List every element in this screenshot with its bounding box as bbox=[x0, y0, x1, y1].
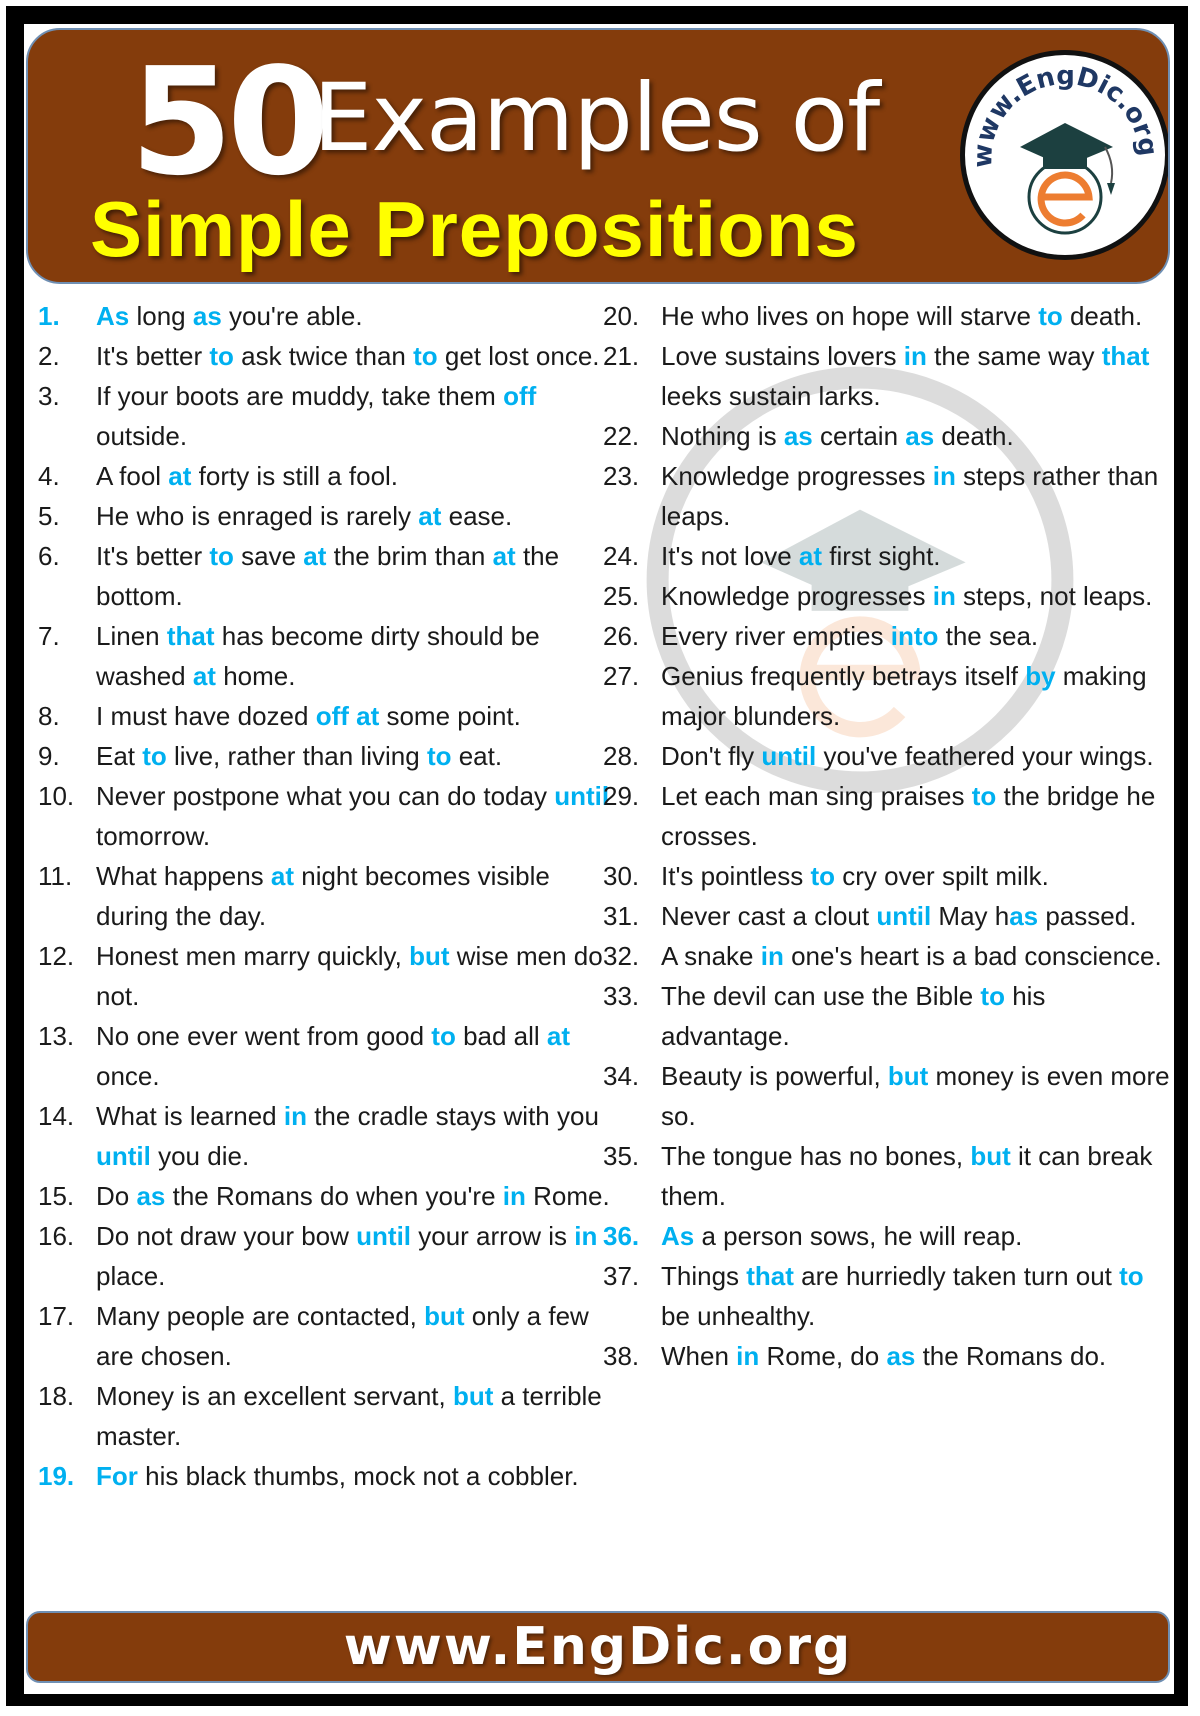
preposition-highlight: as bbox=[192, 301, 222, 331]
example-item bbox=[38, 296, 613, 336]
preposition-highlight: to bbox=[209, 341, 234, 371]
preposition-highlight: until bbox=[876, 901, 932, 931]
sentence-text: Do bbox=[96, 1181, 137, 1211]
example-item bbox=[603, 416, 1173, 456]
example-item bbox=[603, 1336, 1173, 1376]
sentence-text: Money is an excellent servant, bbox=[96, 1381, 453, 1411]
sentence-text: wise men do not. bbox=[96, 941, 603, 1011]
sentence-text: Rome. bbox=[525, 1181, 610, 1211]
example-number: 23. bbox=[603, 461, 640, 491]
example-item bbox=[603, 336, 1173, 416]
example-sentence bbox=[661, 1056, 1173, 1136]
example-sentence bbox=[96, 1456, 613, 1496]
preposition-highlight: off bbox=[315, 701, 349, 731]
preposition-highlight: to bbox=[413, 341, 438, 371]
example-number: 31. bbox=[603, 901, 640, 931]
example-sentence bbox=[661, 896, 1173, 936]
example-number: 15. bbox=[38, 1181, 75, 1211]
preposition-highlight: to bbox=[810, 861, 836, 891]
preposition-highlight: For bbox=[96, 1461, 138, 1491]
sentence-text: It's pointless bbox=[661, 861, 811, 891]
preposition-highlight: by bbox=[1025, 661, 1056, 691]
preposition-highlight: at bbox=[546, 1021, 571, 1051]
example-number: 13. bbox=[38, 1021, 75, 1051]
preposition-highlight: but bbox=[409, 941, 450, 971]
example-item bbox=[603, 616, 1173, 656]
sentence-text: the bridge he crosses. bbox=[661, 781, 1156, 851]
sentence-text: Many people are contacted, bbox=[96, 1301, 425, 1331]
title-line-1: Examples of bbox=[313, 64, 880, 173]
example-item bbox=[603, 536, 1173, 576]
example-sentence bbox=[661, 736, 1173, 776]
example-item bbox=[38, 1016, 613, 1096]
sentence-text: the brim than bbox=[326, 541, 493, 571]
example-item bbox=[603, 976, 1173, 1056]
sentence-text: the bottom. bbox=[96, 541, 560, 611]
sentence-text: outside. bbox=[96, 421, 188, 451]
preposition-highlight: but bbox=[452, 1381, 494, 1411]
sentence-text: night becomes visible during the day. bbox=[96, 861, 550, 931]
example-number: 11. bbox=[38, 861, 73, 891]
sentence-text: making major blunders. bbox=[661, 661, 1147, 731]
example-item bbox=[38, 456, 613, 496]
example-sentence bbox=[96, 1216, 613, 1296]
sentence-text: live, rather than living bbox=[166, 741, 427, 771]
example-item bbox=[603, 576, 1173, 616]
sentence-text: If your boots are muddy, take them bbox=[96, 381, 504, 411]
example-sentence bbox=[96, 1096, 613, 1176]
example-sentence bbox=[661, 456, 1173, 536]
sentence-text: the Romans do. bbox=[915, 1341, 1107, 1371]
sentence-text: It's better bbox=[96, 341, 210, 371]
sentence-text: bad all bbox=[455, 1021, 547, 1051]
sentence-text: the Romans do when you're bbox=[165, 1181, 503, 1211]
sentence-text: steps rather than leaps. bbox=[661, 461, 1159, 531]
preposition-highlight: in bbox=[283, 1101, 307, 1131]
sentence-text: When bbox=[661, 1341, 737, 1371]
example-item bbox=[603, 896, 1173, 936]
sentence-text: It's better bbox=[96, 541, 210, 571]
preposition-highlight: off bbox=[503, 381, 537, 411]
preposition-highlight: As bbox=[96, 301, 130, 331]
preposition-highlight: until bbox=[761, 741, 817, 771]
example-number: 33. bbox=[603, 981, 640, 1011]
sentence-text: one's heart is a bad conscience. bbox=[783, 941, 1162, 971]
example-item bbox=[603, 456, 1173, 536]
preposition-highlight: at bbox=[492, 541, 516, 571]
example-sentence bbox=[661, 296, 1173, 336]
example-item bbox=[603, 776, 1173, 856]
preposition-highlight: to bbox=[980, 981, 1005, 1011]
preposition-highlight: at bbox=[192, 661, 216, 691]
example-item bbox=[38, 496, 613, 536]
sentence-text: death. bbox=[1062, 301, 1143, 331]
sentence-text: Linen bbox=[96, 621, 167, 651]
example-number: 18. bbox=[38, 1381, 75, 1411]
example-number: 10. bbox=[38, 781, 75, 811]
example-number: 25. bbox=[603, 581, 640, 611]
example-item bbox=[38, 856, 613, 936]
sentence-text: get lost once. bbox=[437, 341, 600, 371]
sentence-text: The devil can use the Bible bbox=[661, 981, 981, 1011]
example-number: 27. bbox=[603, 661, 640, 691]
preposition-highlight: at bbox=[798, 541, 823, 571]
example-item bbox=[38, 1096, 613, 1176]
example-item bbox=[603, 1256, 1173, 1336]
preposition-highlight: that bbox=[166, 621, 215, 651]
preposition-highlight: that bbox=[746, 1261, 794, 1291]
sentence-text: Let each man sing praises bbox=[661, 781, 972, 811]
sentence-text: He who lives on hope will starve bbox=[661, 301, 1039, 331]
preposition-highlight: in bbox=[502, 1181, 526, 1211]
example-sentence bbox=[661, 1256, 1173, 1336]
sentence-text: Never cast a clout bbox=[661, 901, 877, 931]
sentence-text: Knowledge progresses bbox=[661, 581, 933, 611]
sentence-text: Beauty is powerful, bbox=[661, 1061, 888, 1091]
sentence-text: Genius frequently betrays itself bbox=[661, 661, 1026, 691]
sentence-text: I must have dozed bbox=[96, 701, 316, 731]
preposition-highlight: as bbox=[783, 421, 813, 451]
sentence-text: the same way bbox=[926, 341, 1102, 371]
preposition-highlight: as bbox=[1009, 901, 1039, 931]
preposition-highlight: as bbox=[886, 1341, 916, 1371]
example-sentence bbox=[661, 936, 1173, 976]
preposition-highlight: to bbox=[209, 541, 234, 571]
sentence-text: the cradle stays with you bbox=[306, 1101, 599, 1131]
example-number: 20. bbox=[603, 301, 640, 331]
sentence-text: are hurriedly taken turn out bbox=[793, 1261, 1120, 1291]
sentence-text: save bbox=[233, 541, 304, 571]
sentence-text: ask twice than bbox=[233, 341, 414, 371]
example-item bbox=[38, 1176, 613, 1216]
sentence-text: your arrow is bbox=[411, 1221, 575, 1251]
examples-column-right bbox=[603, 296, 1173, 1376]
sentence-text: home. bbox=[215, 661, 296, 691]
example-item bbox=[603, 296, 1173, 336]
sentence-text: first sight. bbox=[822, 541, 941, 571]
example-sentence bbox=[661, 576, 1173, 616]
sentence-text: What is learned bbox=[96, 1101, 284, 1131]
example-item bbox=[38, 936, 613, 1016]
sentence-text: passed. bbox=[1038, 901, 1137, 931]
example-sentence bbox=[96, 696, 613, 736]
sentence-text: A snake bbox=[661, 941, 761, 971]
sentence-text: steps, not leaps. bbox=[955, 581, 1153, 611]
sentence-text: leeks sustain larks. bbox=[661, 381, 881, 411]
example-item bbox=[603, 1056, 1173, 1136]
sentence-text: death. bbox=[934, 421, 1014, 451]
sentence-text: you're able. bbox=[221, 301, 363, 331]
example-number: 17. bbox=[38, 1301, 75, 1331]
example-number: 34. bbox=[603, 1061, 640, 1091]
sentence-text: Love sustains lovers bbox=[661, 341, 904, 371]
example-sentence bbox=[661, 416, 1173, 456]
preposition-highlight: until bbox=[554, 781, 610, 811]
preposition-highlight: in bbox=[736, 1341, 760, 1371]
preposition-highlight: but bbox=[887, 1061, 929, 1091]
example-item bbox=[38, 376, 613, 456]
sentence-text: money is even more so. bbox=[661, 1061, 1170, 1131]
example-item bbox=[603, 656, 1173, 736]
example-number: 32. bbox=[603, 941, 640, 971]
preposition-highlight: until bbox=[96, 1141, 151, 1171]
sentence-text: eat. bbox=[451, 741, 503, 771]
sentence-text: Nothing is bbox=[661, 421, 784, 451]
example-number: 30. bbox=[603, 861, 640, 891]
example-number: 7. bbox=[38, 621, 60, 651]
preposition-highlight: into bbox=[890, 621, 939, 651]
example-sentence bbox=[96, 376, 613, 456]
example-sentence bbox=[96, 936, 613, 1016]
preposition-highlight: that bbox=[1101, 341, 1150, 371]
example-number: 4. bbox=[38, 461, 60, 491]
preposition-highlight: at bbox=[356, 701, 380, 731]
preposition-highlight: to bbox=[431, 1021, 456, 1051]
example-item bbox=[38, 776, 613, 856]
sentence-text: you die. bbox=[150, 1141, 250, 1171]
sentence-text: It's not love bbox=[661, 541, 799, 571]
example-number: 12. bbox=[38, 941, 75, 971]
preposition-highlight: to bbox=[971, 781, 997, 811]
example-sentence bbox=[661, 1136, 1173, 1216]
sentence-text: place. bbox=[96, 1261, 166, 1291]
preposition-highlight: to bbox=[1119, 1261, 1144, 1291]
example-item bbox=[38, 336, 613, 376]
sentence-text: Eat bbox=[96, 741, 143, 771]
example-sentence bbox=[661, 616, 1173, 656]
example-item bbox=[38, 1296, 613, 1376]
example-item bbox=[603, 736, 1173, 776]
example-number: 2. bbox=[38, 341, 60, 371]
preposition-highlight: to bbox=[1038, 301, 1063, 331]
sentence-text: Don't fly bbox=[661, 741, 762, 771]
sentence-text: has become dirty should be washed bbox=[96, 621, 540, 691]
example-item bbox=[38, 696, 613, 736]
example-item bbox=[603, 1136, 1173, 1216]
example-item bbox=[38, 1216, 613, 1296]
sentence-text: only a few are chosen. bbox=[96, 1301, 589, 1371]
example-number: 19. bbox=[38, 1461, 75, 1491]
sentence-text: long bbox=[129, 301, 193, 331]
example-item bbox=[38, 1376, 613, 1456]
preposition-highlight: at bbox=[270, 861, 295, 891]
sentence-text: once. bbox=[96, 1061, 160, 1091]
example-sentence bbox=[661, 976, 1173, 1056]
sentence-text: May h bbox=[931, 901, 1010, 931]
example-number: 14. bbox=[38, 1101, 75, 1131]
sentence-text: Never postpone what you can do today bbox=[96, 781, 555, 811]
example-number: 28. bbox=[603, 741, 640, 771]
preposition-highlight: until bbox=[356, 1221, 412, 1251]
title-number: 50 bbox=[130, 36, 324, 208]
example-item bbox=[603, 936, 1173, 976]
preposition-highlight: in bbox=[932, 461, 956, 491]
example-sentence bbox=[661, 776, 1173, 856]
example-number: 26. bbox=[603, 621, 640, 651]
sentence-text: A fool bbox=[96, 461, 169, 491]
example-number: 6. bbox=[38, 541, 60, 571]
footer-banner bbox=[26, 1611, 1170, 1683]
example-sentence bbox=[96, 856, 613, 936]
example-sentence bbox=[96, 1016, 613, 1096]
example-sentence bbox=[96, 456, 613, 496]
example-number: 35. bbox=[603, 1141, 640, 1171]
examples-column-left bbox=[38, 296, 613, 1496]
example-sentence bbox=[661, 1216, 1173, 1256]
preposition-highlight: at bbox=[168, 461, 192, 491]
sentence-text: be unhealthy. bbox=[661, 1301, 816, 1331]
example-number: 29. bbox=[603, 781, 640, 811]
sentence-text: a person sows, he will reap. bbox=[694, 1221, 1023, 1251]
sentence-text: What happens bbox=[96, 861, 271, 891]
example-number: 37. bbox=[603, 1261, 640, 1291]
example-sentence bbox=[661, 656, 1173, 736]
title-line-2: Simple Prepositions bbox=[90, 185, 859, 273]
graduation-cap-logo-icon bbox=[965, 55, 1165, 255]
svg-text:www.EngDic.org: www.EngDic.org bbox=[968, 61, 1163, 169]
sentence-text: certain bbox=[812, 421, 906, 451]
example-number: 1. bbox=[38, 301, 60, 331]
sentence-text: ease. bbox=[441, 501, 513, 531]
example-item bbox=[38, 1456, 613, 1496]
example-number: 24. bbox=[603, 541, 640, 571]
example-sentence bbox=[96, 1176, 613, 1216]
preposition-highlight: as bbox=[905, 421, 935, 451]
sentence-text: The tongue has no bones, bbox=[661, 1141, 971, 1171]
title-banner bbox=[26, 28, 1170, 284]
example-number: 38. bbox=[603, 1341, 640, 1371]
example-number: 5. bbox=[38, 501, 60, 531]
preposition-highlight: in bbox=[760, 941, 784, 971]
example-number: 36. bbox=[603, 1221, 640, 1251]
engdic-logo bbox=[960, 50, 1170, 260]
example-number: 21. bbox=[603, 341, 640, 371]
example-sentence bbox=[96, 496, 613, 536]
example-item bbox=[603, 1216, 1173, 1256]
sentence-text: his advantage. bbox=[661, 981, 1046, 1051]
example-sentence bbox=[661, 536, 1173, 576]
sentence-text: Rome, do bbox=[759, 1341, 887, 1371]
preposition-highlight: As bbox=[661, 1221, 695, 1251]
example-number: 8. bbox=[38, 701, 60, 731]
sentence-text: Things bbox=[661, 1261, 747, 1291]
example-number: 22. bbox=[603, 421, 640, 451]
example-number: 9. bbox=[38, 741, 60, 771]
sentence-text: you've feathered your wings. bbox=[816, 741, 1154, 771]
preposition-highlight: at bbox=[303, 541, 327, 571]
preposition-highlight: in bbox=[932, 581, 956, 611]
example-number: 16. bbox=[38, 1221, 75, 1251]
example-sentence bbox=[96, 336, 613, 376]
sentence-text: Do not draw your bow bbox=[96, 1221, 357, 1251]
example-sentence bbox=[96, 736, 613, 776]
sentence-text: Honest men marry quickly, bbox=[96, 941, 410, 971]
preposition-highlight: in bbox=[903, 341, 927, 371]
example-item bbox=[603, 856, 1173, 896]
preposition-highlight: as bbox=[136, 1181, 166, 1211]
preposition-highlight: in bbox=[574, 1221, 598, 1251]
sentence-text: a terrible master. bbox=[96, 1381, 602, 1451]
sentence-text: his black thumbs, mock not a cobbler. bbox=[137, 1461, 579, 1491]
preposition-highlight: to bbox=[142, 741, 167, 771]
example-item bbox=[38, 616, 613, 696]
example-sentence bbox=[661, 1336, 1173, 1376]
example-sentence bbox=[661, 856, 1173, 896]
example-item bbox=[38, 736, 613, 776]
example-sentence bbox=[96, 1376, 613, 1456]
example-number: 3. bbox=[38, 381, 60, 411]
example-sentence bbox=[96, 776, 613, 856]
sentence-text: some point. bbox=[379, 701, 521, 731]
preposition-highlight: but bbox=[970, 1141, 1011, 1171]
example-sentence bbox=[96, 296, 613, 336]
sentence-text: the sea. bbox=[938, 621, 1039, 651]
sentence-text: it can break them. bbox=[661, 1141, 1153, 1211]
example-item bbox=[38, 536, 613, 616]
example-sentence bbox=[96, 616, 613, 696]
sentence-text: No one ever went from good bbox=[96, 1021, 432, 1051]
sentence-text: Knowledge progresses bbox=[661, 461, 933, 491]
sentence-text: forty is still a fool. bbox=[191, 461, 399, 491]
example-sentence bbox=[96, 1296, 613, 1376]
sentence-text: Every river empties bbox=[661, 621, 891, 651]
sentence-text: He who is enraged is rarely bbox=[96, 501, 419, 531]
preposition-highlight: but bbox=[424, 1301, 465, 1331]
preposition-highlight: to bbox=[426, 741, 452, 771]
example-sentence bbox=[96, 536, 613, 616]
sentence-text: tomorrow. bbox=[96, 821, 211, 851]
example-sentence bbox=[661, 336, 1173, 416]
footer-url: www.EngDic.org bbox=[343, 1617, 853, 1677]
sentence-text: cry over spilt milk. bbox=[835, 861, 1049, 891]
preposition-highlight: at bbox=[418, 501, 442, 531]
